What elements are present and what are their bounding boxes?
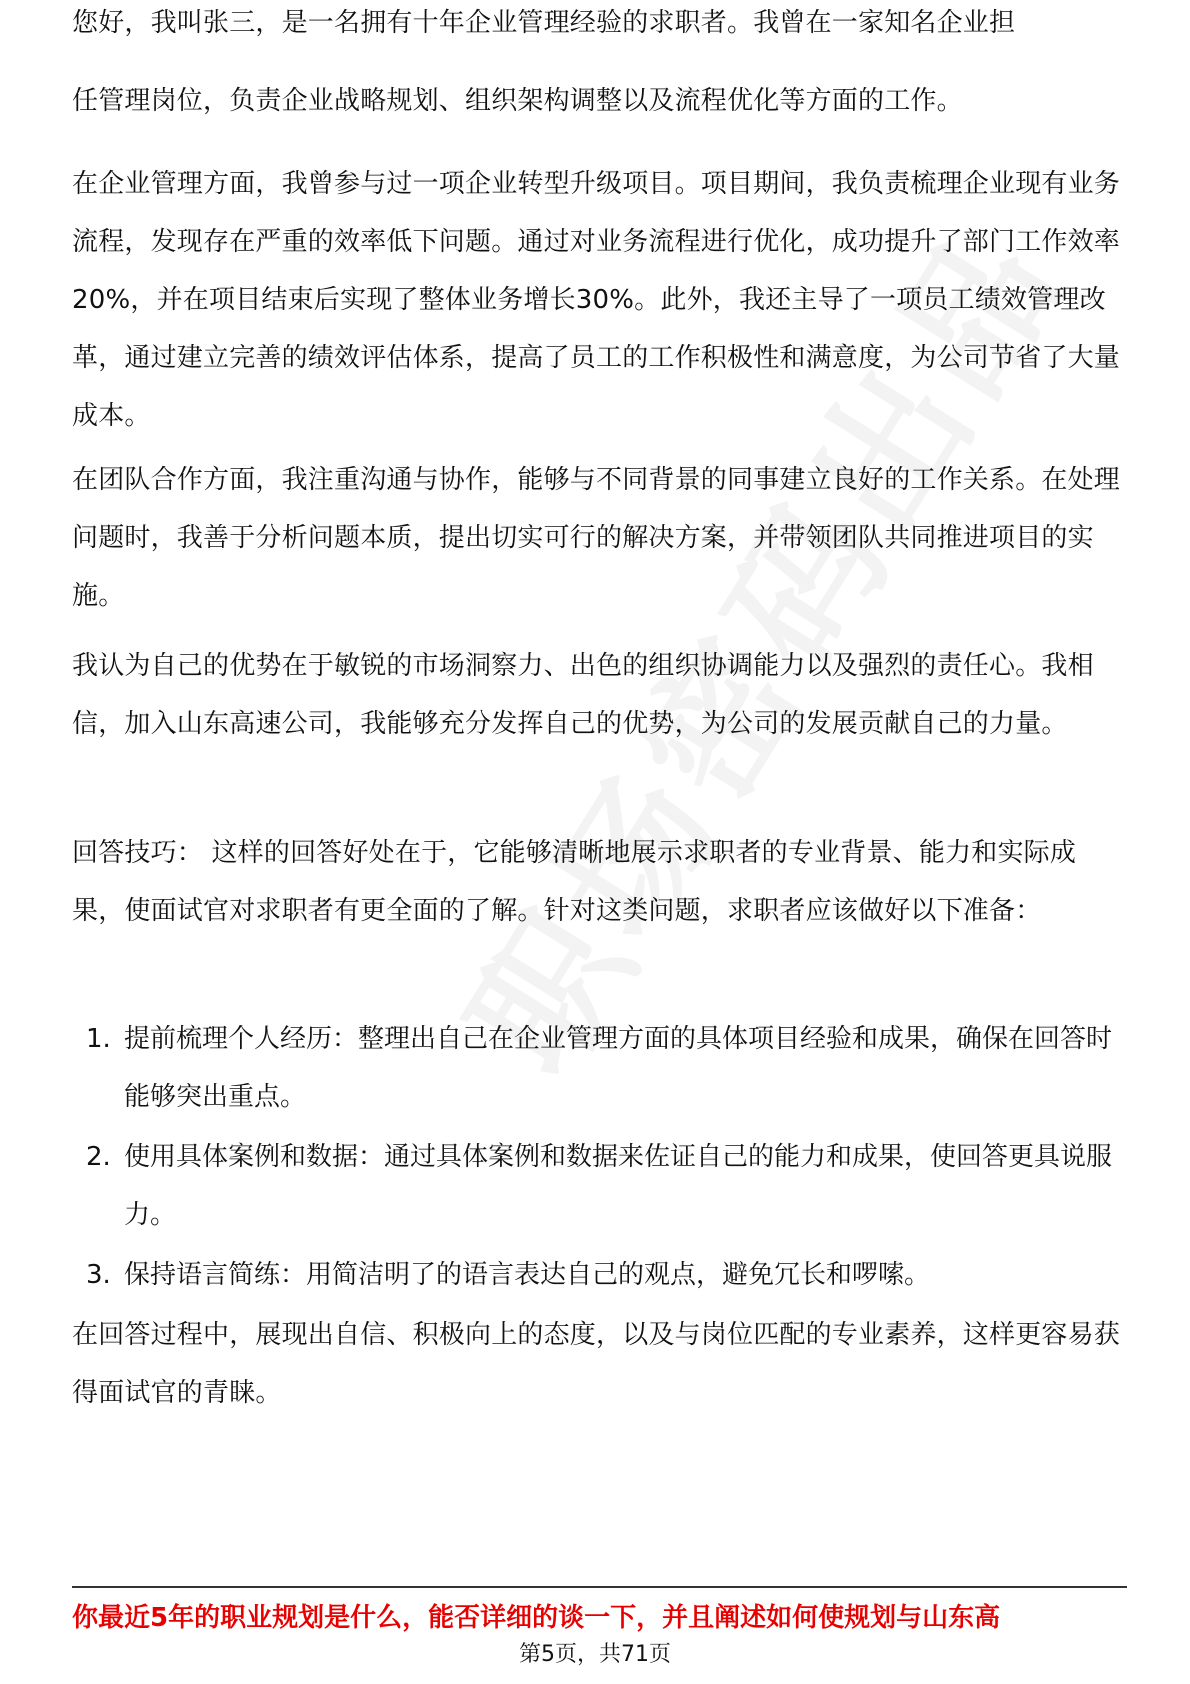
strengths-paragraph: 我认为自己的优势在于敏锐的市场洞察力、出色的组织协调能力以及强烈的责任心。我相信，加入山东高速公司，我能够充分发挥自己的优势，为公司的发展贡献自己的力量。 — [72, 651, 1094, 739]
list-item-text: 保持语言简练：用简洁明了的语言表达自己的观点，避免冗长和啰嗦。 — [124, 1260, 931, 1290]
teamwork-paragraph: 在团队合作方面，我注重沟通与协作，能够与不同背景的同事建立良好的工作关系。在处理问题时，我善于分析问题本质，提出切实可行的解决方案，并带领团队共同推进项目的实施。 — [72, 465, 1121, 611]
management-paragraph: 在企业管理方面，我曾参与过一项企业转型升级项目。项目期间，我负责梳理企业现有业务流程，发现存在严重的效率低下问题。通过对业务流程进行优化，成功提升了部门工作效率20%，并在项目结束后实现了整体业务增长30%。此外，我还主导了一项员工绩效管理改革，通过建立完善的绩效评估体系，提高了员工的工作积极性和满意度，为公司节省了大量成本。 — [72, 169, 1121, 431]
intro-cut-line-text: 您好，我叫张三，是一名拥有十年企业管理经验的求职者。我曾在一家知名企业担 — [72, 8, 1016, 38]
next-question-heading: 你最近5年的职业规划是什么，能否详细的谈一下，并且阐述如何使规划与山东高 — [72, 1603, 1001, 1633]
list-item-number: 2. — [86, 1142, 111, 1172]
list-item-number: 3. — [86, 1260, 111, 1290]
list-item-text: 使用具体案例和数据：通过具体案例和数据来佐证自己的能力和成果，使回答更具说服力。 — [124, 1142, 1113, 1230]
tips-list — [72, 1010, 1122, 1304]
list-item-number: 1. — [86, 1024, 111, 1054]
list-item — [72, 1128, 1122, 1244]
intro-paragraph: 任管理岗位，负责企业战略规划、组织架构调整以及流程优化等方面的工作。 — [72, 86, 963, 116]
list-item — [72, 1010, 1122, 1126]
footer-divider — [72, 1586, 1127, 1588]
tips-paragraph: 回答技巧： 这样的回答好处在于，它能够清晰地展示求职者的专业背景、能力和实际成果，使面试官对求职者有更全面的了解。针对这类问题，求职者应该做好以下准备： — [72, 838, 1077, 926]
list-item — [72, 1246, 1122, 1304]
closing-paragraph: 在回答过程中，展现出自信、积极向上的态度，以及与岗位匹配的专业素养，这样更容易获得面试官的青睐。 — [72, 1320, 1121, 1408]
list-item-text: 提前梳理个人经历：整理出自己在企业管理方面的具体项目经验和成果，确保在回答时能够突出重点。 — [124, 1024, 1113, 1112]
page-number: 第5页，共71页 — [519, 1642, 671, 1667]
